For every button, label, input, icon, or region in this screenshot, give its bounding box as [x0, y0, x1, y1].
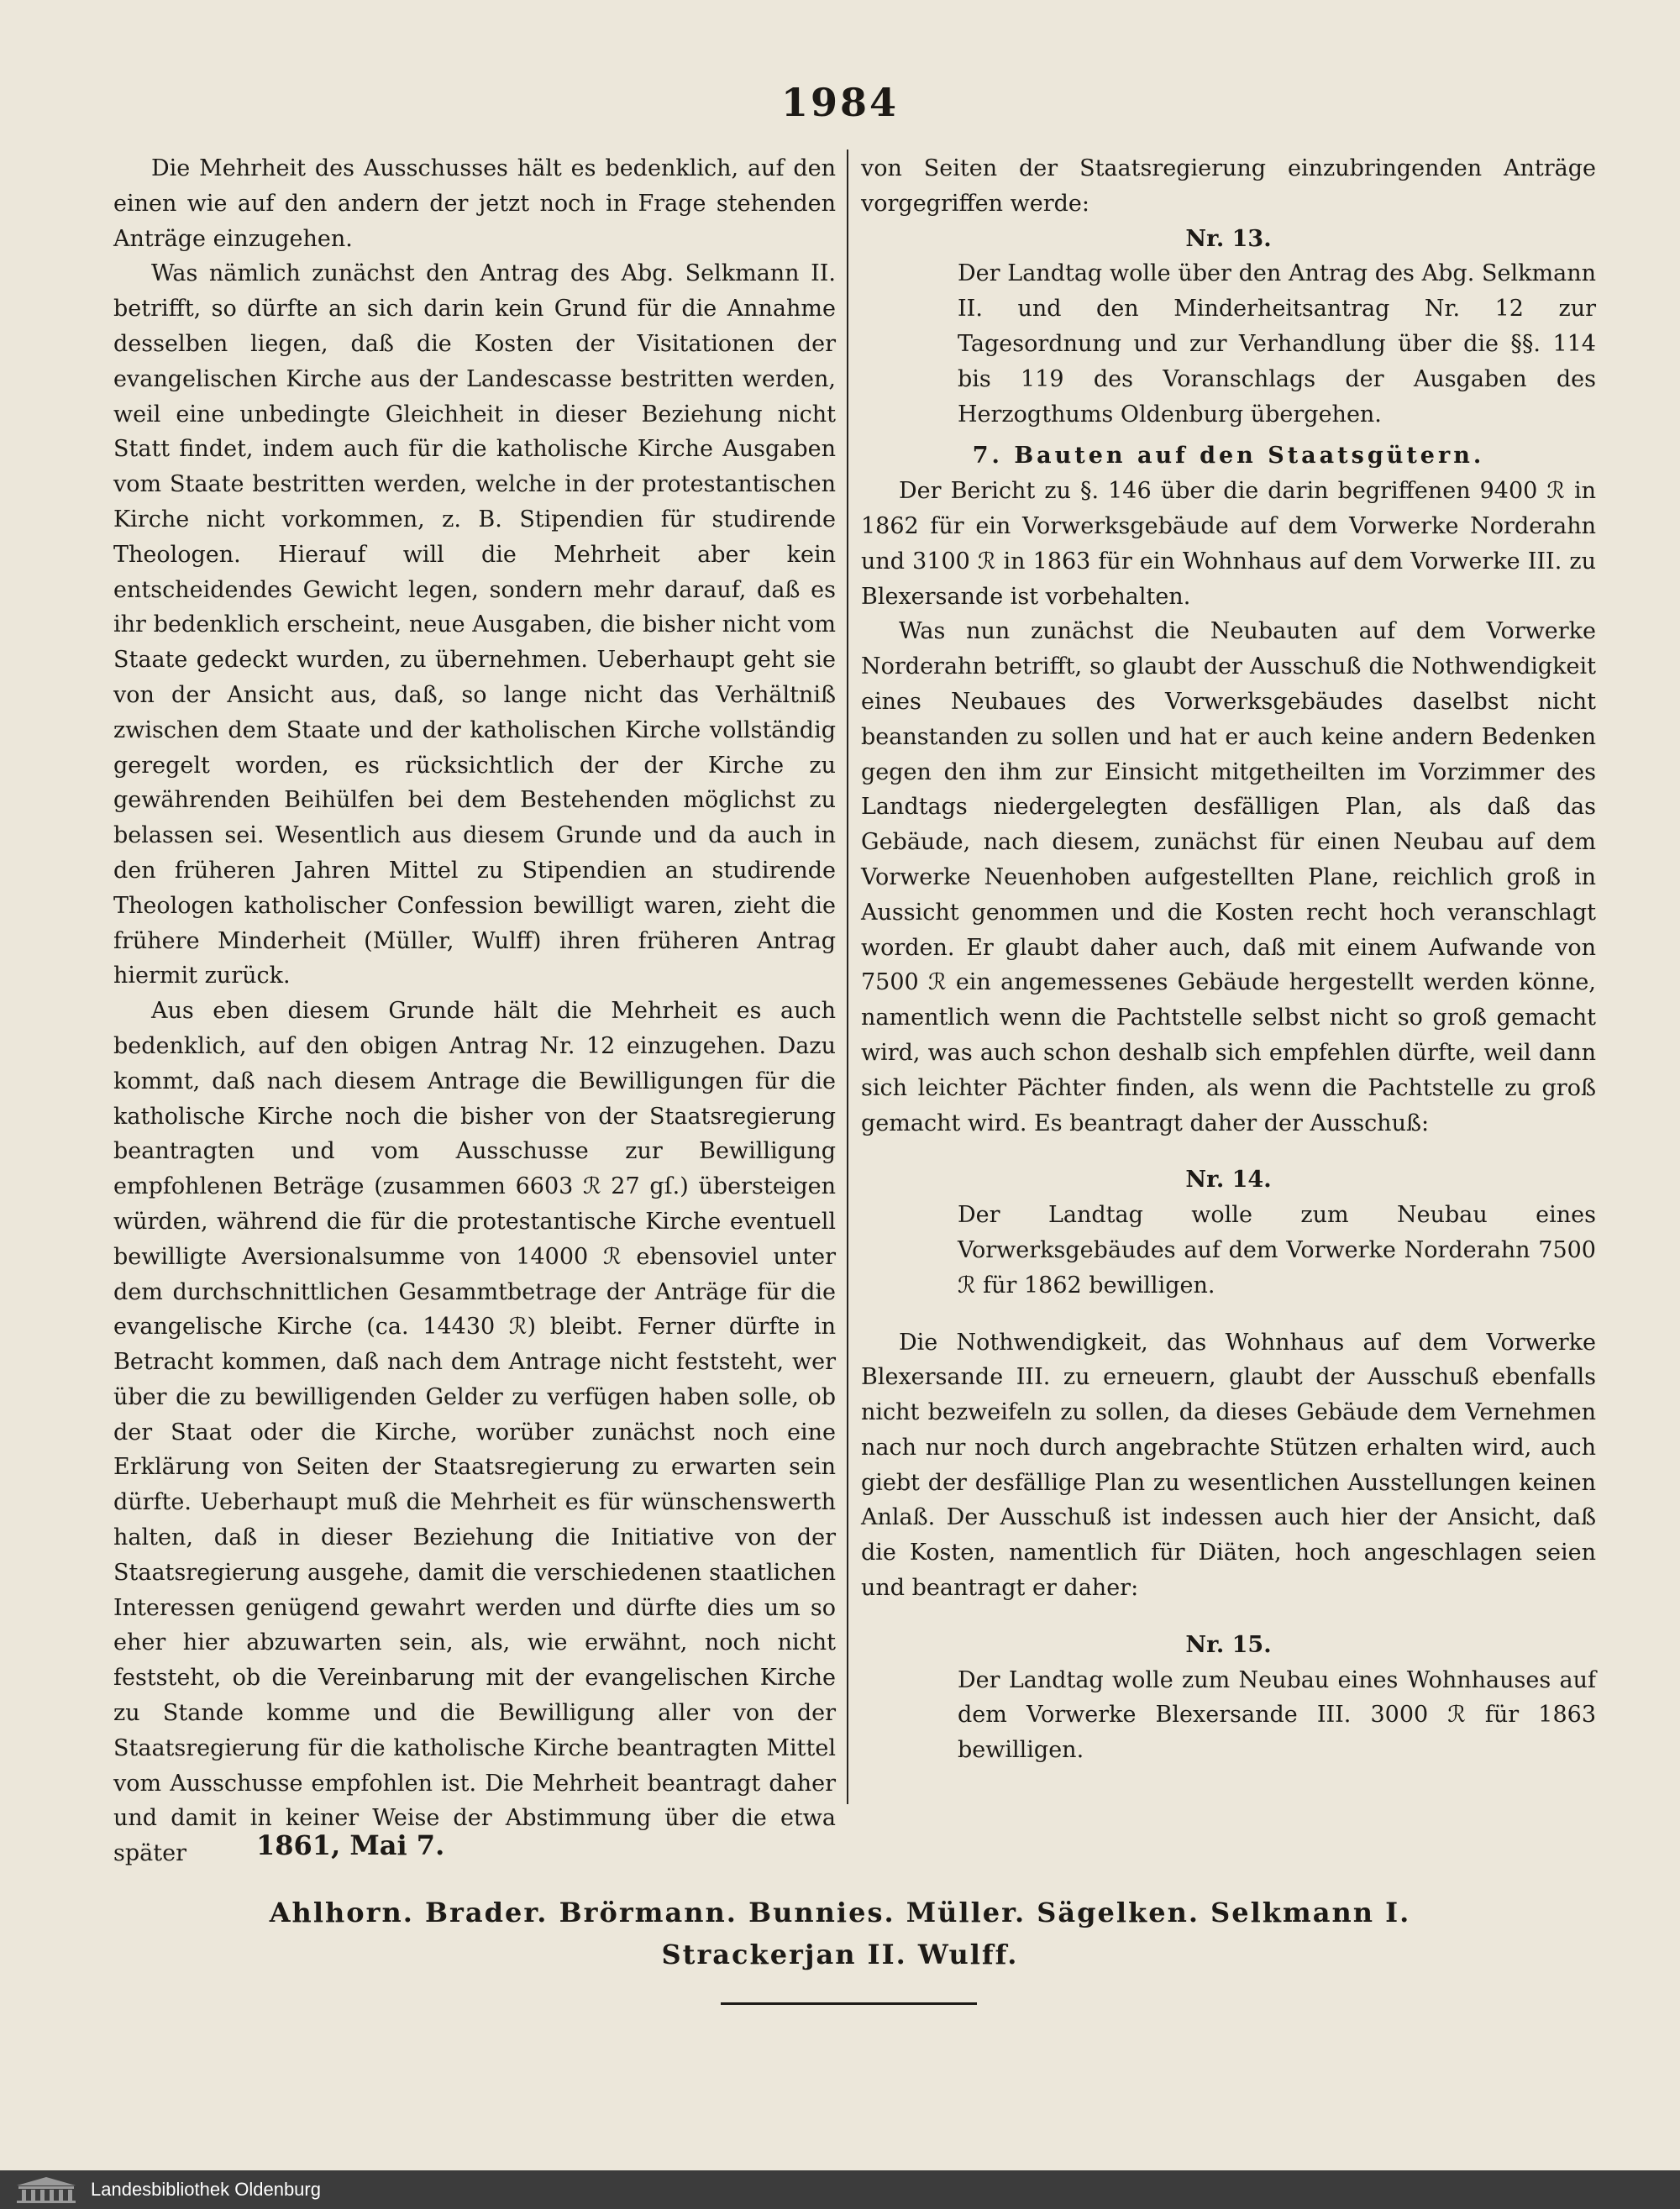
library-building-icon — [12, 2175, 81, 2207]
library-label: Landesbibliothek Oldenburg — [91, 2179, 321, 2200]
right-paragraph-3: Die Nothwendigkeit, das Wohnhaus auf dem Vorwerke Blexersande III. zu erneuern, glaubt der Ausschuß ebenfalls nicht bezweifeln zu sollen, da dieses Gebäude dem Vernehmen nach nur noch durch angebrachte Stützen erhalten wird, auch giebt der desfällige Plan zu wesentlichen Ausstellungen keinen Anlaß. Der Ausschuß ist indessen auch hier der Ansicht, daß die Kosten, namentlich für Diäten, hoch angeschlagen seien und beantragt er daher: — [861, 1329, 1596, 1602]
proposal-13-text: Der Landtag wolle über den Antrag des Abg. Selkmann II. und den Minderheitsantrag Nr. 12 zur Tagesordnung und zur Verhandlung über die §§. 114 bis 119 des Voranschlags der Ausgaben des Herzogthums Oldenburg übergehen. — [958, 260, 1596, 428]
right-column — [861, 151, 1596, 1768]
right-continuation: von Seiten der Staatsregierung einzubringenden Anträge vorgegriffen werde: — [861, 155, 1596, 217]
proposal-13-heading: Nr. 13. — [1185, 225, 1272, 252]
left-paragraph-1: Die Mehrheit des Ausschusses hält es bedenklich, auf den einen wie auf den andern der jetzt noch in Frage stehenden Anträge einzugehen. — [113, 155, 836, 252]
page-number: 1984 — [780, 80, 900, 125]
proposal-15-heading: Nr. 15. — [1185, 1631, 1272, 1658]
date-line: 1861, Mai 7. — [256, 1829, 445, 1861]
proposal-15-text: Der Landtag wolle zum Neubau eines Wohnhauses auf dem Vorwerke Blexersande III. 3000 ℛ für 1863 bewilligen. — [958, 1666, 1596, 1764]
right-paragraph-2: Was nun zunächst die Neubauten auf dem Vorwerke Norderahn betrifft, so glaubt der Ausschuß die Nothwendigkeit eines Neubaues des Vorwerksgebäudes daselbst nicht beanstanden zu sollen und hat er auch keine andern Bedenken gegen den ihm zur Einsicht mitgetheilten im Vorzimmer des Landtags niedergelegten desfälligen Plan, als daß das Gebäude, nach diesem, zunächst für einen Neubau auf dem Vorwerke Neuenhoben aufgestellten Plane, reichlich groß in Aussicht genommen und die Kosten recht hoch veranschlagt worden. Er glaubt daher auch, daß mit einem Aufwande von 7500 ℛ ein angemessenes Gebäude hergestellt werden könne, namentlich wenn die Pachtstelle selbst nicht so groß gemacht wird, was auch schon deshalb sich empfehlen dürfte, weil dann sich leichter Pächter finden, als wenn die Pachtstelle zu groß gemacht wird. Es beantragt daher der Ausschuß: — [861, 618, 1596, 1136]
left-column — [113, 151, 836, 1871]
left-paragraph-3: Aus eben diesem Grunde hält die Mehrheit es auch bedenklich, auf den obigen Antrag Nr. 12 einzugehen. Dazu kommt, daß nach diesem Antrage die Bewilligungen für die katholische Kirche noch die bisher von der Staatsregierung beantragten und vom Ausschusse zur Bewilligung empfohlenen Beträge (zusammen 6603 ℛ 27 gſ.) übersteigen würden, während die für die protestantische Kirche eventuell bewilligte Aversionalsumme von 14000 ℛ ebensoviel unter dem durchschnittlichen Gesammtbetrage der Anträge für die evangelische Kirche (ca. 14430 ℛ) bleibt. Ferner dürfte in Betracht kommen, daß nach dem Antrage nicht feststeht, wer über die zu bewilligenden Gelder zu verfügen haben solle, ob der Staat oder die Kirche, worüber zunächst noch eine Erklärung von Seiten der Staatsregierung zu erwarten sein dürfte. Ueberhaupt muß die Mehrheit es für wünschenswerth halten, daß in dieser Beziehung die Initiative von der Staatsregierung ausgehe, damit die verschiedenen staatlichen Interessen genügend gewahrt werden und dürfte dies um so eher hier abzuwarten sein, als, wie erwähnt, noch nicht feststeht, ob die Vereinbarung mit der evangelischen Kirche zu Stande komme und die Bewilligung aller von der Staatsregierung für die katholische Kirche beantragten Mittel vom Ausschusse empfohlen ist. Die Mehrheit beantragt daher und damit in keiner Weise der Abstimmung über die etwa später — [113, 998, 836, 1867]
signatures-line-2: Strackerjan II. Wulff. — [661, 1939, 1019, 1970]
right-paragraph-1: Der Bericht zu §. 146 über die darin begriffenen 9400 ℛ in 1862 für ein Vorwerksgebäude auf dem Vorwerke Norderahn und 3100 ℛ in 1863 für ein Wohnhaus auf dem Vorwerke III. zu Blexersande ist vorbehalten. — [861, 478, 1596, 610]
footer-bar — [0, 2170, 1680, 2209]
proposal-14-heading: Nr. 14. — [1185, 1167, 1272, 1194]
column-divider — [847, 150, 848, 1804]
closing-rule — [721, 2002, 977, 2005]
left-paragraph-2: Was nämlich zunächst den Antrag des Abg. Selkmann II. betrifft, so dürfte an sich darin kein Grund für die Annahme desselben liegen, daß die Kosten der Visitationen der evangelischen Kirche aus der Landescasse bestritten werden, weil eine unbedingte Gleichheit in dieser Beziehung nicht Statt findet, indem auch für die katholische Kirche Ausgaben vom Staate bestritten werden, welche in der protestantischen Kirche nicht vorkommen, z. B. Stipendien für studirende Theologen. Hierauf will die Mehrheit aber kein entscheidendes Gewicht legen, sondern mehr darauf, daß es ihr bedenklich erscheint, neue Ausgaben, die bisher nicht vom Staate gedeckt wurden, zu übernehmen. Ueberhaupt geht sie von der Ansicht aus, daß, so lange nicht das Verhältniß zwischen dem Staate und der katholischen Kirche vollständig geregelt worden, es rücksichtlich der der Kirche zu gewährenden Beihülfen bei dem Bestehenden möglichst zu belassen sei. Wesentlich aus diesem Grunde und da auch in den früheren Jahren Mittel zu Stipendien an studirende Theologen katholischer Confession bewilligt waren, zieht die frühere Minderheit (Müller, Wulff) ihren früheren Antrag hiermit zurück. — [113, 260, 836, 989]
section-heading: 7. Bauten auf den Staatsgütern. — [972, 443, 1485, 470]
proposal-14-text: Der Landtag wolle zum Neubau eines Vorwerksgebäudes auf dem Vorwerke Norderahn 7500 ℛ für 1862 bewilligen. — [958, 1202, 1596, 1299]
signatures-line-1: Ahlhorn. Brader. Brörmann. Bunnies. Müller. Sägelken. Selkmann I. — [269, 1897, 1411, 1928]
